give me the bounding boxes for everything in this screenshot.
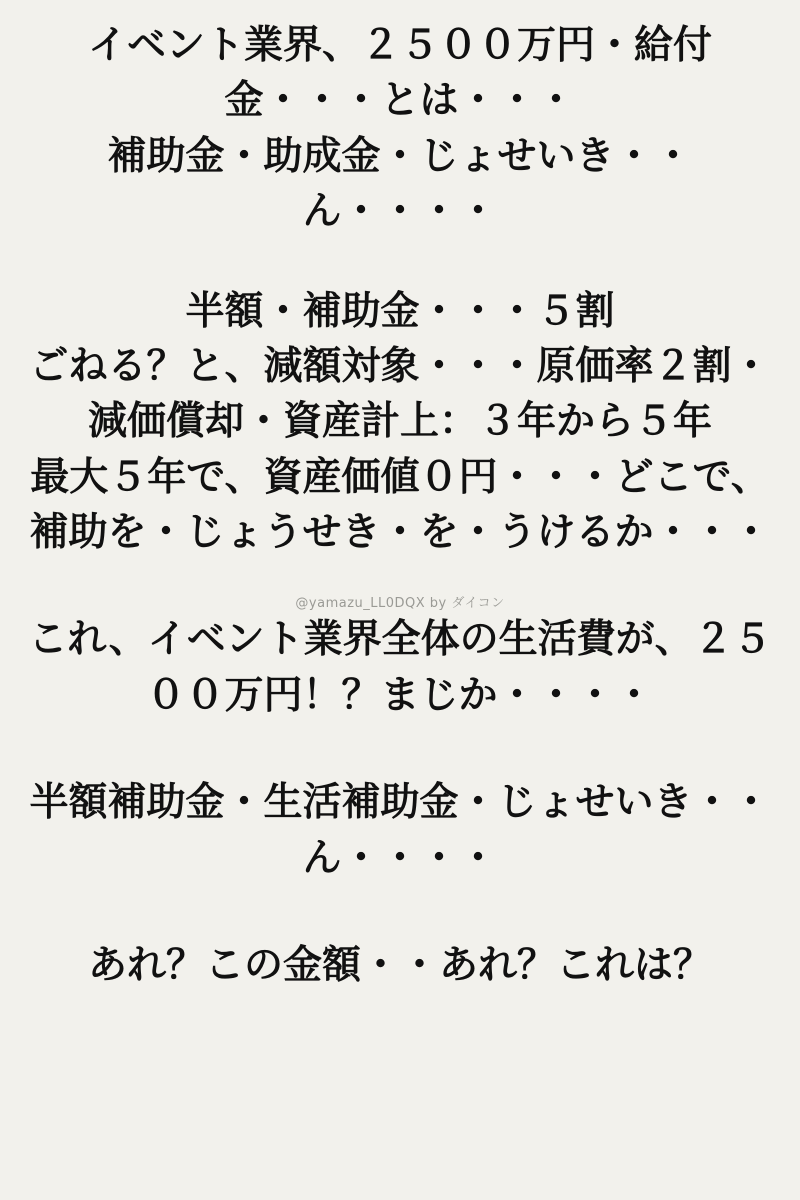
text-block-3: 半額・補助金・・・５割: [185, 288, 615, 334]
watermark-credit: @yamazu_LL0DQX by ダイコン: [295, 596, 505, 611]
block-spacer: [16, 886, 784, 938]
text-block-1: イベント業界、２５００万円・給付金・・・とは・・・: [87, 23, 712, 124]
text-block-6: これ、イベント業界全体の生活費が、２５００万円！？まじか・・・・: [28, 617, 772, 718]
text-block-5: 最大５年で、資産価値０円・・・どこで、補助を・じょうせき・を・うけるか・・・: [29, 454, 771, 555]
text-block-7: 半額補助金・生活補助金・じょせいき・・ん・・・・: [29, 780, 771, 881]
block-spacer: [16, 240, 784, 284]
text-block-4: ごねる？と、減額対象・・・原価率２割・減価償却・資産計上：３年から５年: [29, 343, 771, 445]
block-spacer: [16, 723, 784, 775]
text-block-2: 補助金・助成金・じょせいき・・ん・・・・: [107, 133, 693, 235]
text-block-8: あれ？この金額・・あれ？これは？: [87, 942, 712, 988]
